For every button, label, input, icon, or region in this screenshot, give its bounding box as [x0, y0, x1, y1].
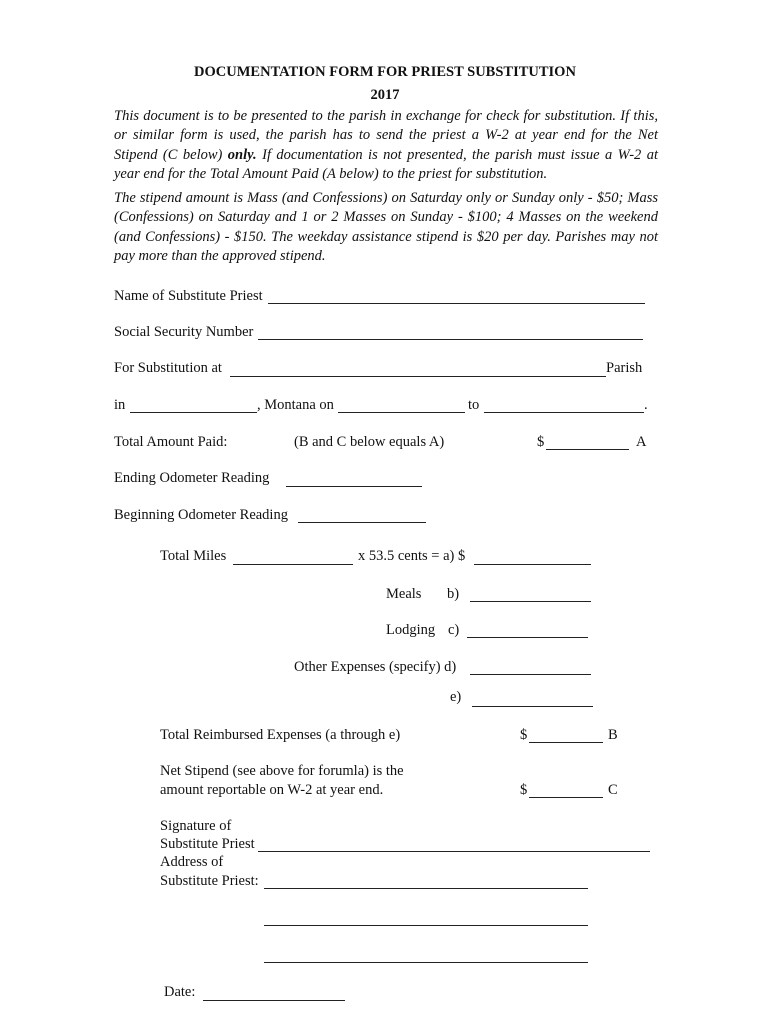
- meals-label: Meals: [386, 586, 422, 602]
- address-label-1: Address of: [160, 854, 224, 870]
- total-paid-field[interactable]: [546, 449, 629, 450]
- parish-label: Parish: [606, 360, 643, 376]
- beginning-odometer-label: Beginning Odometer Reading: [114, 507, 288, 523]
- intro-bold-only: only.: [227, 146, 257, 163]
- lodging-label: Lodging: [386, 622, 436, 638]
- letter-a: A: [636, 434, 647, 450]
- ending-odometer-field[interactable]: [286, 486, 422, 487]
- intro-text-1: This document is to be presented to the parish in exchange for check for substitution. If this, or similar form is used, the parish has to send the priest a W-2 at year end for the Net Stipend (C below): [114, 108, 658, 163]
- parish-field[interactable]: [230, 376, 606, 377]
- period: .: [644, 397, 648, 413]
- form-title: DOCUMENTATION FORM FOR PRIEST SUBSTITUTION: [194, 64, 576, 80]
- meals-letter: b): [447, 586, 460, 602]
- montana-label: , Montana on: [257, 397, 334, 413]
- lodging-field[interactable]: [467, 637, 588, 638]
- address-field-3[interactable]: [264, 962, 588, 963]
- ssn-field[interactable]: [258, 339, 643, 340]
- ending-odometer-label: Ending Odometer Reading: [114, 470, 270, 486]
- address-label-2: Substitute Priest:: [160, 873, 259, 889]
- end-date-field[interactable]: [484, 412, 644, 413]
- intro-paragraph: [114, 107, 658, 184]
- signature-field[interactable]: [258, 851, 650, 852]
- start-date-field[interactable]: [338, 412, 465, 413]
- signature-label-2: Substitute Priest: [160, 836, 255, 852]
- letter-c: C: [608, 782, 618, 798]
- total-paid-label: Total Amount Paid:: [114, 434, 228, 450]
- total-miles-field[interactable]: [233, 564, 353, 565]
- in-label: in: [114, 397, 126, 413]
- other-expenses-field[interactable]: [470, 674, 591, 675]
- dollar-sign-c: $: [520, 782, 528, 798]
- signature-label-1: Signature of: [160, 818, 232, 834]
- net-stipend-line-2: amount reportable on W-2 at year end.: [160, 782, 384, 798]
- total-reimbursed-field[interactable]: [529, 742, 603, 743]
- total-reimbursed-label: Total Reimbursed Expenses (a through e): [160, 727, 401, 743]
- name-field[interactable]: [268, 303, 645, 304]
- total-paid-note: (B and C below equals A): [294, 434, 445, 450]
- form-year: 2017: [370, 87, 400, 103]
- dollar-sign-b: $: [520, 727, 528, 743]
- total-miles-label: Total Miles: [160, 548, 227, 564]
- address-field-2[interactable]: [264, 925, 588, 926]
- net-stipend-field[interactable]: [529, 797, 603, 798]
- address-field-1[interactable]: [264, 888, 588, 889]
- letter-b: B: [608, 727, 618, 743]
- net-stipend-line-1: Net Stipend (see above for forumla) is the: [160, 763, 404, 779]
- name-label: Name of Substitute Priest: [114, 288, 263, 304]
- dollar-sign-a: $: [537, 434, 545, 450]
- to-label: to: [468, 397, 480, 413]
- date-label: Date:: [164, 984, 196, 1000]
- substitution-label: For Substitution at: [114, 360, 222, 376]
- beginning-odometer-field[interactable]: [298, 522, 426, 523]
- mileage-rate-label: x 53.5 cents = a) $: [358, 548, 466, 564]
- e-label: e): [450, 689, 462, 705]
- meals-field[interactable]: [470, 601, 591, 602]
- stipend-paragraph: The stipend amount is Mass (and Confessions) on Saturday only or Sunday only - $50; Mass (Confessions) on Saturday and 1 or 2 Masses on Sunday - $100; 4 Masses on the weekend (and Confessions) - $150. The weekday assistance stipend is $20 per day. Parishes may not pay more than the approved stipend.: [114, 190, 658, 264]
- mileage-amount-field[interactable]: [474, 564, 591, 565]
- e-field[interactable]: [472, 706, 593, 707]
- intro-text-2: If documentation is not presented, the parish must issue a W-2 at year end for the Total Amount Paid (A below) to the priest for substitution.: [114, 146, 658, 182]
- other-expenses-label: Other Expenses (specify) d): [294, 659, 457, 675]
- lodging-letter: c): [448, 622, 460, 638]
- date-field[interactable]: [203, 1000, 345, 1001]
- city-field[interactable]: [130, 412, 257, 413]
- ssn-label: Social Security Number: [114, 324, 254, 340]
